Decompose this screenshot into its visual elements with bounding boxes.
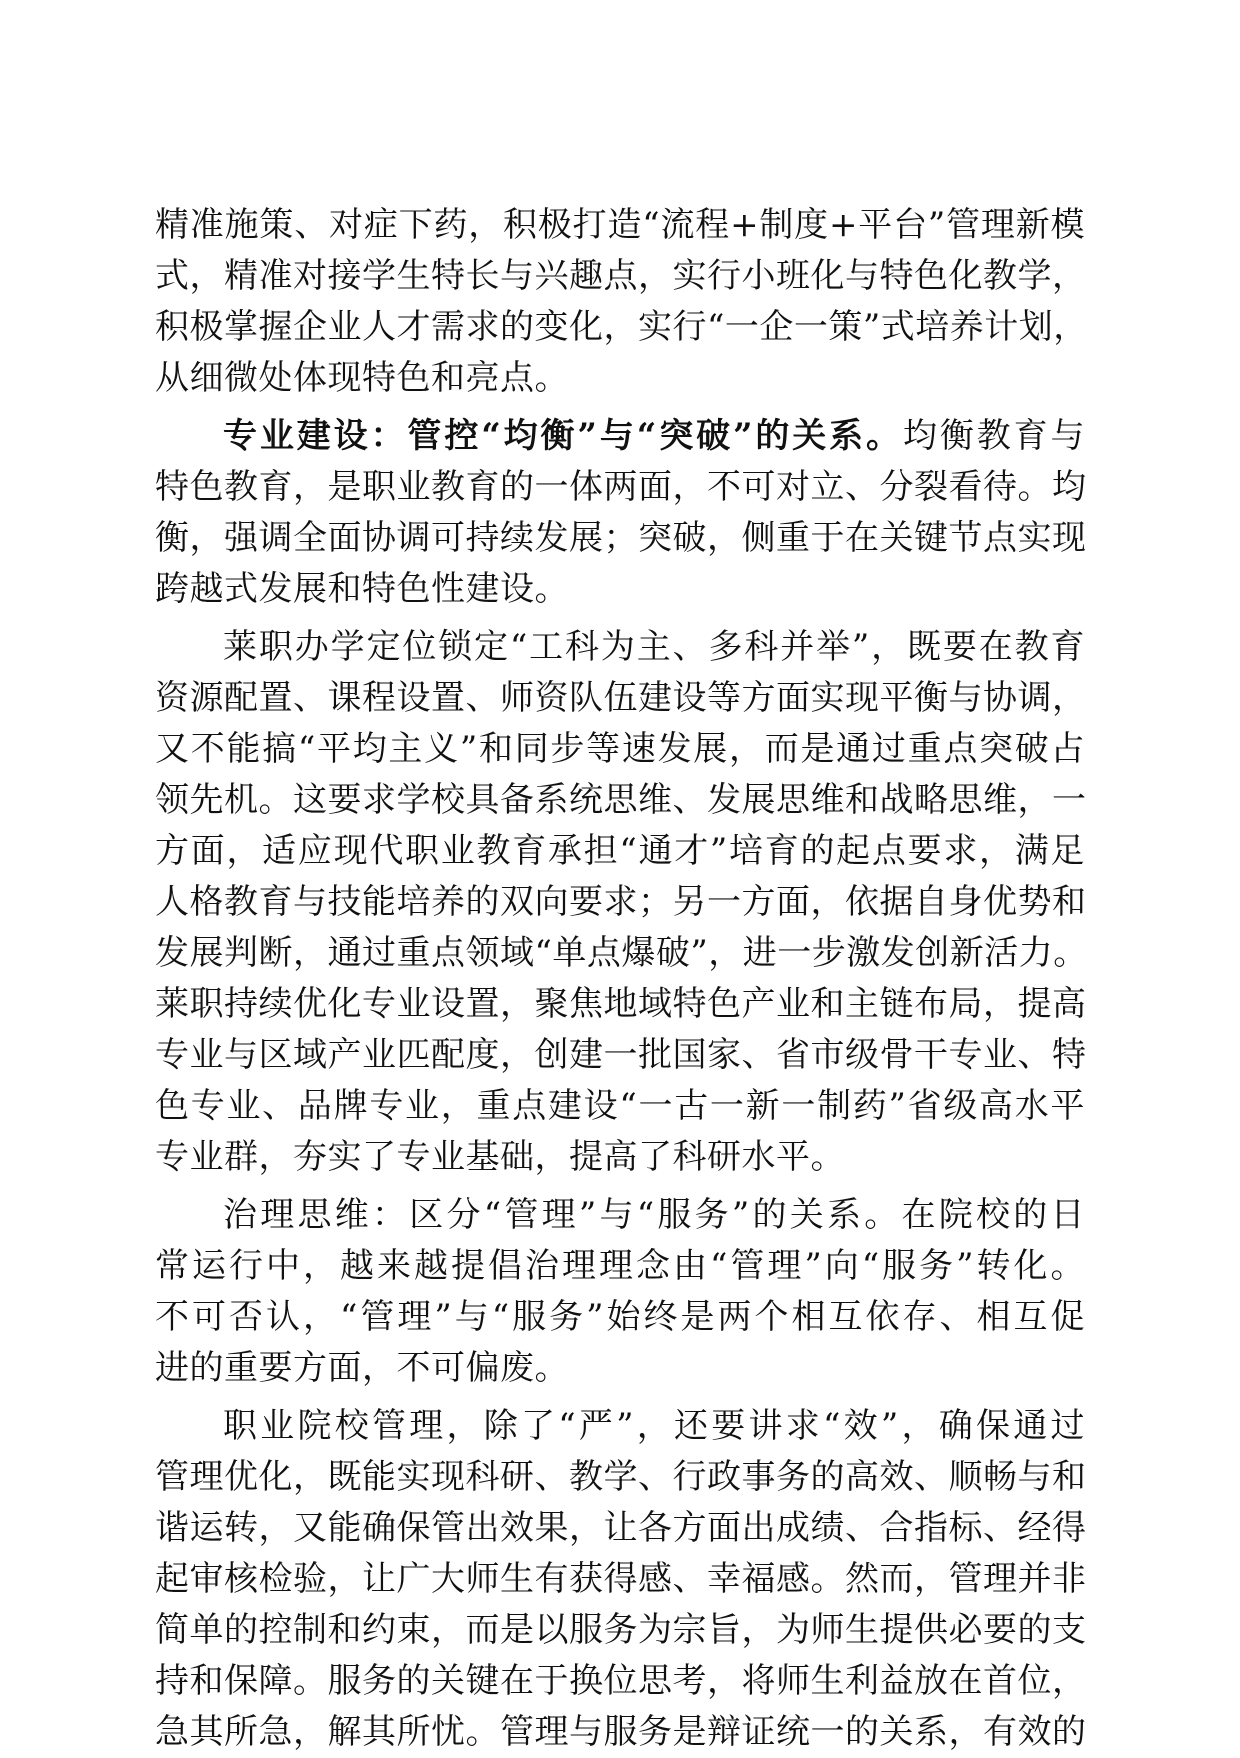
paragraph	[155, 411, 1085, 615]
text-line: 方面，适应现代职业教育承担“通才”培育的起点要求，满足	[155, 831, 1085, 871]
text-line: 色专业、品牌专业，重点建设“一古一新一制药”省级高水平	[155, 1086, 1085, 1126]
text-line: 管理优化，既能实现科研、教学、行政事务的高效、顺畅与和	[155, 1457, 1087, 1497]
paragraph	[155, 1401, 1085, 1758]
text-line: 谐运转，又能确保管出效果，让各方面出成绩、合指标、经得	[155, 1508, 1087, 1548]
text-line: 治理思维：区分“管理”与“服务”的关系。在院校的日	[223, 1195, 1085, 1235]
text-line: 人格教育与技能培养的双向要求；另一方面，依据自身优势和	[155, 882, 1087, 922]
paragraph	[155, 1190, 1085, 1394]
text-line: 常运行中，越来越提倡治理理念由“管理”向“服务”转化。	[155, 1246, 1085, 1286]
text-line: 起审核检验，让广大师生有获得感、幸福感。然而，管理并非	[155, 1559, 1087, 1599]
text-line: 从细微处体现特色和亮点。	[155, 358, 569, 398]
text-line: 跨越式发展和特色性建设。	[155, 569, 569, 609]
text-line: 发展判断，通过重点领域“单点爆破”，进一步激发创新活力。	[155, 933, 1088, 973]
text-line: 专业与区域产业匹配度，创建一批国家、省市级骨干专业、特	[155, 1035, 1087, 1075]
text-run: 均衡教育与	[902, 416, 1085, 456]
paragraph	[155, 622, 1088, 1183]
text-line: 职业院校管理，除了“严”，还要讲求“效”，确保通过	[223, 1406, 1085, 1446]
document-page	[155, 200, 1088, 1758]
text-line: 又不能搞“平均主义”和同步等速发展，而是通过重点突破占	[155, 729, 1085, 769]
text-line: 专业群，夯实了专业基础，提高了科研水平。	[155, 1137, 845, 1177]
paragraph	[155, 200, 1088, 404]
text-line: 精准施策、对症下药，积极打造“流程+制度+平台”管理新模	[155, 205, 1085, 245]
text-line: 急其所急，解其所忧。管理与服务是辩证统一的关系，有效的	[155, 1712, 1087, 1752]
text-line: 式，精准对接学生特长与兴趣点，实行小班化与特色化教学，	[155, 256, 1087, 296]
text-line: 资源配置、课程设置、师资队伍建设等方面实现平衡与协调，	[155, 678, 1087, 718]
text-line: 莱职办学定位锁定“工科为主、多科并举”，既要在教育	[223, 627, 1085, 667]
text-line: 持和保障。服务的关键在于换位思考，将师生利益放在首位，	[155, 1661, 1087, 1701]
text-line: 进的重要方面，不可偏废。	[155, 1348, 569, 1388]
text-line: 特色教育，是职业教育的一体两面，不可对立、分裂看待。均	[155, 467, 1087, 507]
text-line: 莱职持续优化专业设置，聚焦地域特色产业和主链布局，提高	[155, 984, 1087, 1024]
text-line: 衡，强调全面协调可持续发展；突破，侧重于在关键节点实现	[155, 518, 1087, 558]
text-line: 不可否认，“管理”与“服务”始终是两个相互依存、相互促	[155, 1297, 1085, 1337]
text-line: 领先机。这要求学校具备系统思维、发展思维和战略思维，一	[155, 780, 1087, 820]
text-line	[155, 411, 1085, 462]
text-line: 简单的控制和约束，而是以服务为宗旨，为师生提供必要的支	[155, 1610, 1087, 1650]
text-line: 积极掌握企业人才需求的变化，实行“一企一策”式培养计划，	[155, 307, 1088, 347]
section-heading: 专业建设：管控“均衡”与“突破”的关系。	[223, 416, 903, 456]
